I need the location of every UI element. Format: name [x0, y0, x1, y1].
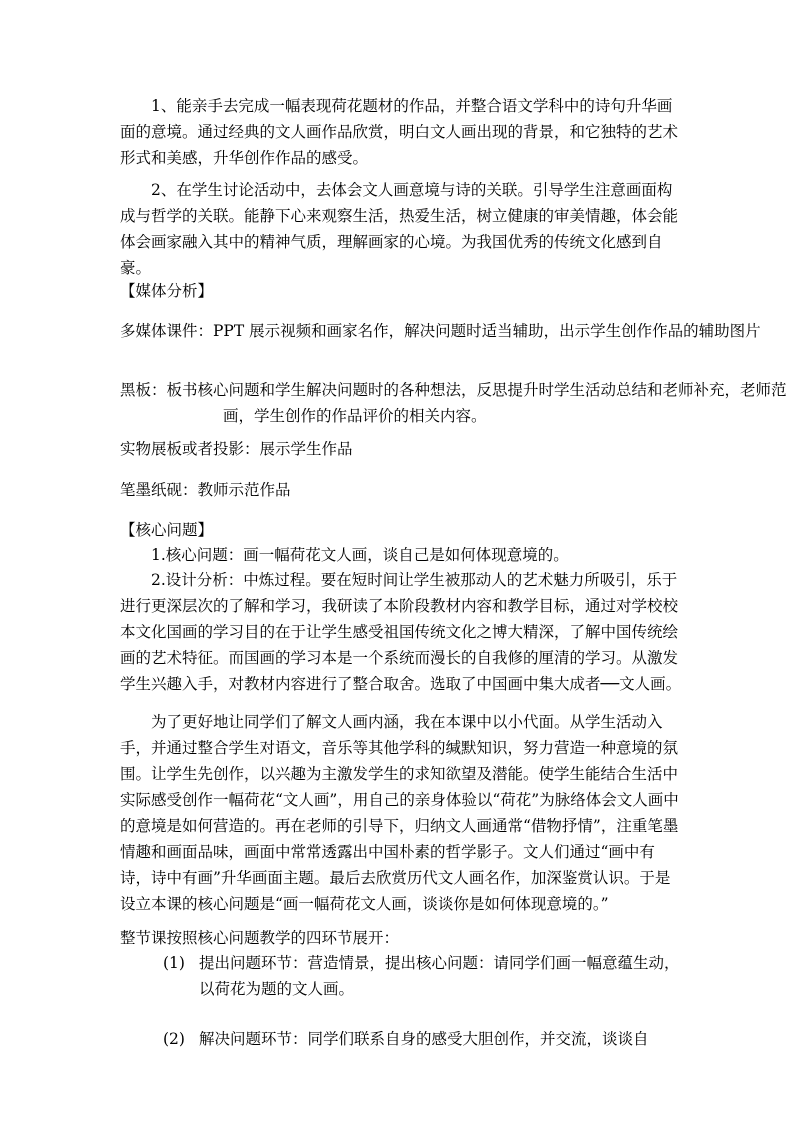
list-item [163, 950, 685, 1002]
list-item [163, 1026, 685, 1052]
list-item-text: 解决问题环节：同学们联系自身的感受大胆创作，并交流，谈谈自 [199, 1030, 649, 1048]
media-analysis-heading: 【媒体分析】 [120, 282, 214, 300]
design-analysis-paragraph: 2.设计分析：中炼过程。要在短时间让学生被那动人的艺术魅力所吸引，乐于进行更深层次的了解和学习，我研读了本阶段教材内容和教学目标，通过对学校校本文化国画的学习目的在于让学生感受祖国传统文化之博大精深，了解中国传统绘画的艺术特征。而国画的学习本是一个系统而漫长的自我修的厘清的学习。从激发学生兴趣入手，对教材内容进行了整合取舍。选取了中国画中集大成者──文人画。 [120, 571, 682, 693]
media-multimedia: 多媒体课件：PPT 展示视频和画家名作，解决问题时适当辅助，出示学生创作作品的辅助图片 [120, 322, 761, 340]
media-projector: 实物展板或者投影：展示学生作品 [120, 440, 353, 458]
four-steps-intro: 整节课按照核心问题教学的四环节展开： [120, 929, 400, 947]
goal-paragraph-1: 1、能亲手去完成一幅表现荷花题材的作品，并整合语文学科中的诗句升华画面的意境。通过经典的文人画作品欣赏，明白文人画出现的背景，和它独特的艺术形式和美感，升华创作作品的感受。 [120, 97, 679, 167]
core-question-1: 1.核心问题：画一幅荷花文人画，谈自己是如何体现意境的。 [151, 546, 569, 564]
core-question-paragraph: 为了更好地让同学们了解文人画内涵，我在本课中以小代面。从学生活动入手，并通过整合学生对语文，音乐等其他学科的缄默知识，努力营造一种意境的氛围。让学生先创作，以兴趣为主激发学生的求知欲望及潜能。使学生能结合生活中实际感受创作一幅荷花“文人画”，用自己的亲身体验以“荷花”为脉络体会文人画中的意境是如何营造的。再在老师的引导下，归纳文人画通常“借物抒情”，注重笔墨情趣和画面品味，画面中常常透露出中国朴素的哲学影子。文人们通过“画中有诗，诗中有画”升华画面主题。最后去欣赏历代文人画名作，加深鉴赏认识。于是设立本课的核心问题是“画一幅荷花文人画，谈谈你是如何体现意境的。” [120, 713, 679, 913]
media-brush: 笔墨纸砚：教师示范作品 [120, 481, 291, 499]
goal-paragraph-2: 2、在学生讨论活动中，去体会文人画意境与诗的关联。引导学生注意画面构成与哲学的关联。能静下心来观察生活，热爱生活，树立健康的审美情趣，体会能体会画家融入其中的精神气质，理解画家的心境。为我国优秀的传统文化感到自豪。 [120, 181, 679, 277]
media-blackboard: 黑板：板书核心问题和学生解决问题时的各种想法，反思提升时学生活动总结和老师补充，老师范画，学生创作的作品评价的相关内容。 [120, 381, 787, 425]
list-item-number: (2) [163, 1030, 185, 1048]
list-item-number: (1) [163, 954, 185, 972]
list-item-text: 提出问题环节：营造情景，提出核心问题：请同学们画一幅意蕴生动，以荷花为题的文人画。 [199, 954, 680, 998]
core-question-heading: 【核心问题】 [120, 521, 214, 539]
